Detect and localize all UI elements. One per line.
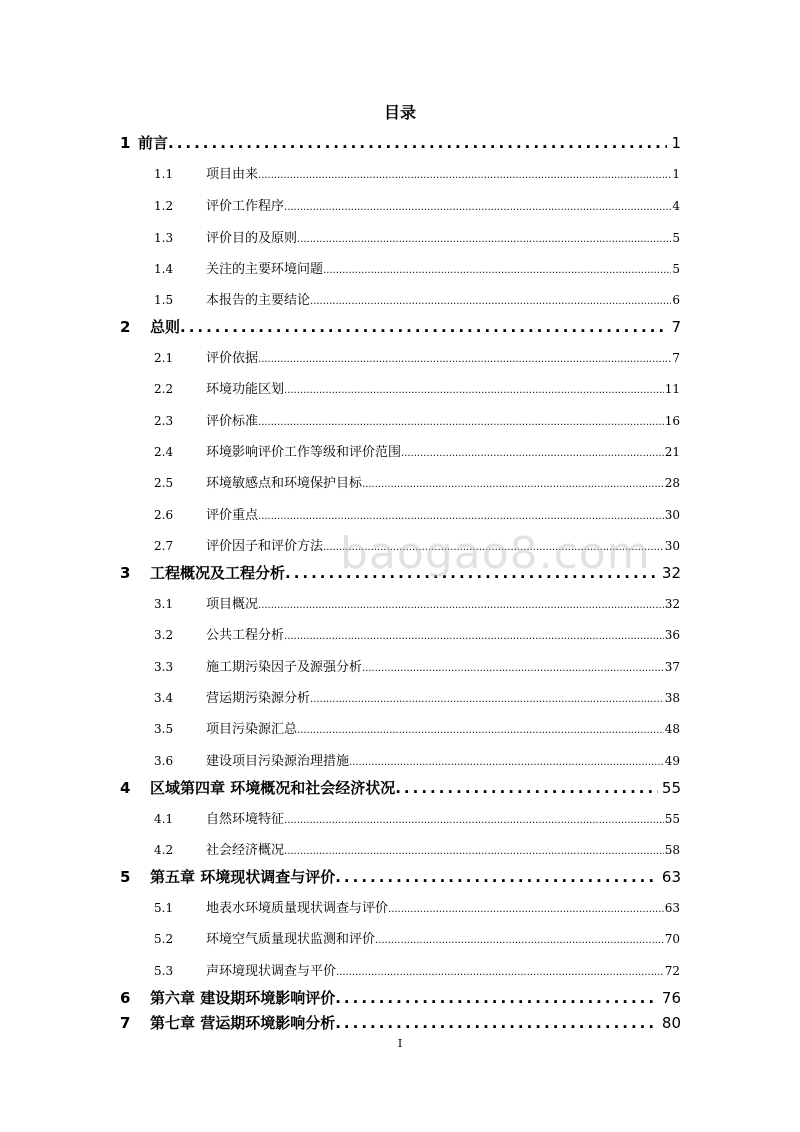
dot-leader xyxy=(258,600,664,611)
section-title: 项目由来 xyxy=(206,167,259,182)
chapter-page: 32 xyxy=(661,564,681,582)
dot-leader xyxy=(388,904,664,915)
section-page: 58 xyxy=(664,843,680,857)
dot-leader xyxy=(395,779,658,797)
dot-leader xyxy=(362,663,664,674)
section-title: 评价重点 xyxy=(206,508,259,523)
toc-section-2-6[interactable] xyxy=(154,504,680,523)
toc-section-3-6[interactable] xyxy=(154,750,680,769)
dot-leader xyxy=(258,417,664,428)
section-title: 建设项目污染源治理措施 xyxy=(206,754,350,769)
toc-section-1-2[interactable] xyxy=(154,195,680,214)
toc-section-4-2[interactable] xyxy=(154,839,680,858)
section-number: 3.3 xyxy=(154,660,174,674)
dot-leader xyxy=(258,354,671,365)
section-title: 评价因子和评价方法 xyxy=(206,539,324,554)
chapter-number: 5 xyxy=(120,868,131,886)
section-page: 1 xyxy=(672,167,680,181)
section-page: 21 xyxy=(664,445,680,459)
section-page: 55 xyxy=(664,812,680,826)
chapter-title: 工程概况及工程分析 xyxy=(150,564,286,582)
section-title: 环境功能区划 xyxy=(206,382,285,397)
section-number: 2.3 xyxy=(154,414,174,428)
dot-leader xyxy=(335,989,658,1007)
toc-section-3-5[interactable] xyxy=(154,718,680,737)
dot-leader xyxy=(258,511,664,522)
section-page: 32 xyxy=(664,597,680,611)
section-number: 2.2 xyxy=(154,382,174,396)
dot-leader xyxy=(401,448,664,459)
toc-chapter-7[interactable] xyxy=(120,1012,681,1033)
section-title: 地表水环境质量现状调查与评价 xyxy=(206,901,389,916)
section-page: 49 xyxy=(664,754,680,768)
chapter-number: 4 xyxy=(120,779,131,797)
toc-chapter-5[interactable] xyxy=(120,866,681,887)
section-title: 项目概况 xyxy=(206,597,259,612)
toc-section-2-5[interactable] xyxy=(154,472,680,491)
chapter-number: 6 xyxy=(120,989,131,1007)
section-page: 28 xyxy=(664,476,680,490)
chapter-title: 第五章 环境现状调查与评价 xyxy=(150,868,336,886)
section-title: 营运期污染源分析 xyxy=(206,691,311,706)
dot-leader xyxy=(297,725,664,736)
toc-section-4-1[interactable] xyxy=(154,808,680,827)
dot-leader xyxy=(335,868,658,886)
section-page: 4 xyxy=(672,199,680,213)
section-title: 自然环境特征 xyxy=(206,812,285,827)
dot-leader xyxy=(375,935,664,946)
toc-section-5-3[interactable] xyxy=(154,960,680,979)
chapter-title: 前言 xyxy=(138,134,169,152)
chapter-number: 7 xyxy=(120,1014,131,1032)
toc-section-1-4[interactable] xyxy=(154,258,680,277)
watermark: baogao8.com xyxy=(340,528,651,579)
section-number: 3.4 xyxy=(154,691,174,705)
chapter-page: 76 xyxy=(661,989,681,1007)
dot-leader xyxy=(180,318,667,336)
section-number: 2.7 xyxy=(154,539,174,553)
chapter-title: 总则 xyxy=(150,318,181,336)
section-page: 48 xyxy=(664,722,680,736)
section-page: 30 xyxy=(664,508,680,522)
section-number: 2.1 xyxy=(154,351,174,365)
dot-leader xyxy=(284,815,664,826)
section-number: 1.1 xyxy=(154,167,174,181)
section-page: 37 xyxy=(664,660,680,674)
toc-section-2-1[interactable] xyxy=(154,347,680,366)
dot-leader xyxy=(323,265,671,276)
section-number: 2.4 xyxy=(154,445,174,459)
section-number: 1.4 xyxy=(154,262,174,276)
dot-leader xyxy=(310,694,664,705)
toc-chapter-1[interactable] xyxy=(120,132,681,153)
dot-leader xyxy=(297,234,671,245)
section-title: 评价依据 xyxy=(206,351,259,366)
toc-section-2-4[interactable] xyxy=(154,441,680,460)
dot-leader xyxy=(284,846,664,857)
section-number: 3.5 xyxy=(154,722,174,736)
section-number: 5.1 xyxy=(154,901,174,915)
section-page: 30 xyxy=(664,539,680,553)
toc-section-1-5[interactable] xyxy=(154,289,680,308)
section-title: 环境敏感点和环境保护目标 xyxy=(206,476,363,491)
dot-leader xyxy=(349,757,664,768)
chapter-page: 1 xyxy=(671,134,681,152)
section-title: 项目污染源汇总 xyxy=(206,722,298,737)
section-page: 63 xyxy=(664,901,680,915)
section-title: 评价目的及原则 xyxy=(206,231,298,246)
toc-chapter-4[interactable] xyxy=(120,777,681,798)
section-title: 社会经济概况 xyxy=(206,843,285,858)
toc-section-1-3[interactable] xyxy=(154,227,680,246)
toc-section-1-1[interactable] xyxy=(154,163,680,182)
section-number: 2.5 xyxy=(154,476,174,490)
section-title: 环境空气质量现状监测和评价 xyxy=(206,932,376,947)
section-number: 1.5 xyxy=(154,293,174,307)
section-number: 5.3 xyxy=(154,964,174,978)
chapter-title: 第六章 建设期环境影响评价 xyxy=(150,989,336,1007)
section-number: 5.2 xyxy=(154,932,174,946)
toc-chapter-6[interactable] xyxy=(120,987,681,1008)
page-number: I xyxy=(397,1037,403,1050)
section-number: 1.3 xyxy=(154,231,174,245)
chapter-page: 63 xyxy=(661,868,681,886)
dot-leader xyxy=(336,967,664,978)
dot-leader xyxy=(310,296,671,307)
dot-leader xyxy=(168,134,667,152)
dot-leader xyxy=(284,385,664,396)
toc-section-2-3[interactable] xyxy=(154,410,680,429)
section-page: 38 xyxy=(664,691,680,705)
toc-section-3-1[interactable] xyxy=(154,593,680,612)
section-number: 2.6 xyxy=(154,508,174,522)
toc-section-5-2[interactable] xyxy=(154,928,680,947)
section-title: 公共工程分析 xyxy=(206,628,285,643)
chapter-page: 55 xyxy=(661,779,681,797)
chapter-number: 3 xyxy=(120,564,131,582)
section-number: 3.6 xyxy=(154,754,174,768)
section-page: 5 xyxy=(672,231,680,245)
section-page: 5 xyxy=(672,262,680,276)
section-number: 1.2 xyxy=(154,199,174,213)
dot-leader xyxy=(284,202,671,213)
section-page: 11 xyxy=(664,382,680,396)
section-number: 3.2 xyxy=(154,628,174,642)
dot-leader xyxy=(284,631,664,642)
chapter-number: 2 xyxy=(120,318,131,336)
toc-chapter-2[interactable] xyxy=(120,316,681,337)
toc-section-3-4[interactable] xyxy=(154,687,680,706)
section-page: 6 xyxy=(672,293,680,307)
chapter-page: 80 xyxy=(661,1014,681,1032)
section-title: 施工期污染因子及源强分析 xyxy=(206,660,363,675)
section-page: 70 xyxy=(664,932,680,946)
toc-section-2-2[interactable] xyxy=(154,378,680,397)
section-title: 关注的主要环境问题 xyxy=(206,262,324,277)
chapter-title: 第七章 营运期环境影响分析 xyxy=(150,1014,336,1032)
section-title: 环境影响评价工作等级和评价范围 xyxy=(206,445,402,460)
chapter-page: 7 xyxy=(671,318,681,336)
toc-section-5-1[interactable] xyxy=(154,897,680,916)
chapter-number: 1 xyxy=(120,134,131,152)
section-number: 4.2 xyxy=(154,843,174,857)
dot-leader xyxy=(362,479,664,490)
section-title: 声环境现状调查与平价 xyxy=(206,964,337,979)
section-page: 72 xyxy=(664,964,680,978)
section-page: 36 xyxy=(664,628,680,642)
toc-section-3-3[interactable] xyxy=(154,656,680,675)
dot-leader xyxy=(258,170,671,181)
section-title: 本报告的主要结论 xyxy=(206,293,311,308)
chapter-title: 区域第四章 环境概况和社会经济状况 xyxy=(150,779,396,797)
section-title: 评价标准 xyxy=(206,414,259,429)
section-number: 4.1 xyxy=(154,812,174,826)
dot-leader xyxy=(335,1014,658,1032)
section-page: 7 xyxy=(672,351,680,365)
section-page: 16 xyxy=(664,414,680,428)
section-number: 3.1 xyxy=(154,597,174,611)
toc-section-3-2[interactable] xyxy=(154,624,680,643)
toc-title: 目录 xyxy=(383,103,416,122)
section-title: 评价工作程序 xyxy=(206,199,285,214)
